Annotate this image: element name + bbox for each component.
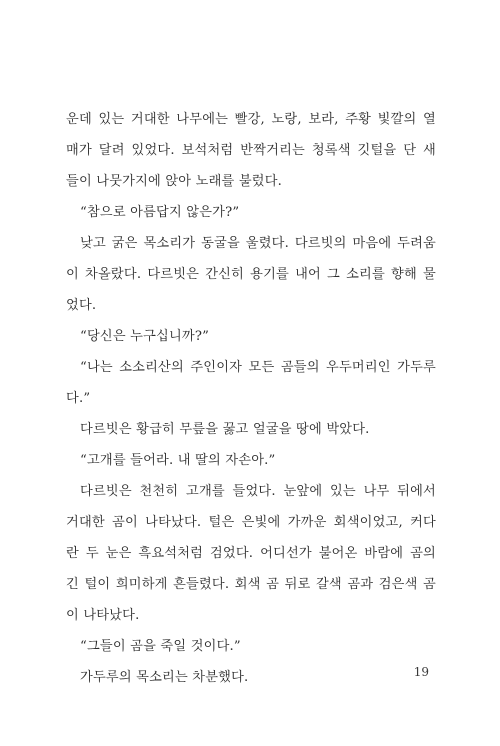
text-line: 이 차올랐다. 다르빗은 간신히 용기를 내어 그 소리를 향해 물 [66,267,436,282]
text-line: 들이 나뭇가지에 앉아 노래를 불렀다. [66,174,283,189]
text-line: 었다. [66,298,97,313]
dialogue-line: “그들이 곰을 죽일 것이다.” [80,639,241,654]
text-line: 운데 있는 거대한 나무에는 빨강, 노랑, 보라, 주황 빛깔의 열 [66,112,436,127]
dialogue-line: “고개를 들어라. 내 딸의 자손아.” [80,453,276,468]
text-line: 이 나타났다. [66,608,140,623]
text-line: 긴 털이 희미하게 흔들렸다. 회색 곰 뒤로 갈색 곰과 검은색 곰 [66,577,436,592]
text-line: 거대한 곰이 나타났다. 털은 은빛에 가까운 회색이었고, 커다 [66,515,436,530]
page-number: 19 [413,665,429,679]
text-line: 다.” [66,391,91,406]
text-line: 란 두 눈은 흑요석처럼 검었다. 어디선가 불어온 바람에 곰의 [66,546,436,561]
dialogue-line: “참으로 아름답지 않은가?” [80,205,240,220]
text-line: 낮고 굵은 목소리가 동굴을 울렸다. 다르빗의 마음에 두려움 [80,236,436,251]
text-line: 다르빗은 천천히 고개를 들었다. 눈앞에 있는 나무 뒤에서 [80,484,436,499]
text-line: 다르빗은 황급히 무릎을 꿇고 얼굴을 땅에 박았다. [80,422,370,437]
text-line: 매가 달려 있었다. 보석처럼 반짝거리는 청록색 깃털을 단 새 [66,143,436,158]
dialogue-line: “나는 소소리산의 주인이자 모든 곰들의 우두머리인 가두루 [80,360,436,375]
dialogue-line: “당신은 누구십니까?” [80,329,210,344]
text-line: 가두루의 목소리는 차분했다. [80,670,249,685]
body-text [66,104,436,693]
